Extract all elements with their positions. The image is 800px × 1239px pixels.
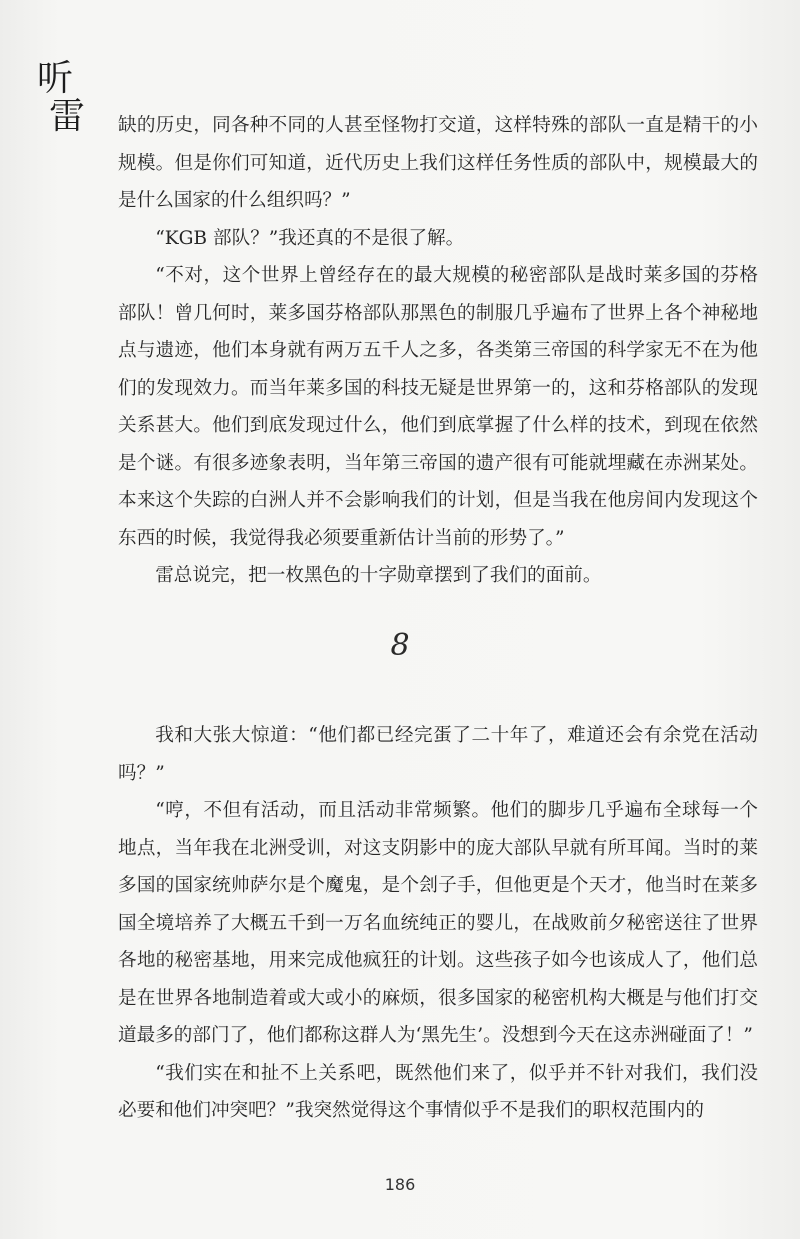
- header-char-1: 听: [36, 58, 73, 99]
- paragraph: 雷总说完，把一枚黑色的十字勋章摆到了我们的面前。: [155, 565, 602, 586]
- body-text-section-1: [118, 107, 758, 595]
- paragraph: 我和大张大惊道：“他们都已经完蛋了二十年了，难道还会有余党在活动吗？”: [118, 725, 758, 784]
- paragraph: “哼，不但有活动，而且活动非常频繁。他们的脚步几乎遍布全球每一个地点，当年我在北洲受训，对这支阴影中的庞大部队早就有所耳闻。当时的莱多国的国家统帅萨尔是个魔鬼，是个刽子手，但他更是个天才，他当时在莱多国全境培养了大概五千到一万名血统纯正的婴儿，在战败前夕秘密送往了世界各地的秘密基地，用来完成他疯狂的计划。这些孩子如今也该成人了，他们总是在世界各地制造着或大或小的麻烦，很多国家的秘密机构大概是与他们打交道最多的部门了，他们都称这群人为‘黑先生’。没想到今天在这赤洲碰面了！”: [118, 800, 758, 1046]
- paragraph-continuation: 缺的历史，同各种不同的人甚至怪物打交道，这样特殊的部队一直是精干的小规模。但是你们可知道，近代历史上我们这样任务性质的部队中，规模最大的是什么国家的什么组织吗？”: [118, 115, 758, 211]
- paragraph: “KGB 部队？”我还真的不是很了解。: [155, 227, 465, 249]
- paragraph: “不对，这个世界上曾经存在的最大规模的秘密部队是战时莱多国的芬格部队！曾几何时，莱多国芬格部队那黑色的制服几乎遍布了世界上各个神秘地点与遗迹，他们本身就有两万五千人之多，各类第三帝国的科学家无不在为他们的发现效力。而当年莱多国的科技无疑是世界第一的，这和芬格部队的发现关系甚大。他们到底发现过什么，他们到底掌握了什么样的技术，到现在依然是个谜。有很多迹象表明，当年第三帝国的遗产很有可能就埋藏在赤洲某处。本来这个失踪的白洲人并不会影响我们的计划，但是当我在他房间内发现这个东西的时候，我觉得我必须要重新估计当前的形势了。”: [118, 265, 758, 549]
- paragraph: “我们实在和扯不上关系吧，既然他们来了，似乎并不针对我们，我们没必要和他们冲突吧？”我突然觉得这个事情似乎不是我们的职权范围内的: [118, 1062, 758, 1121]
- chapter-number: 8: [390, 628, 410, 663]
- page-number: 186: [384, 1175, 416, 1194]
- running-header-title: [28, 60, 88, 136]
- body-text-section-2: [118, 717, 758, 1130]
- header-char-2: 雷: [48, 96, 85, 137]
